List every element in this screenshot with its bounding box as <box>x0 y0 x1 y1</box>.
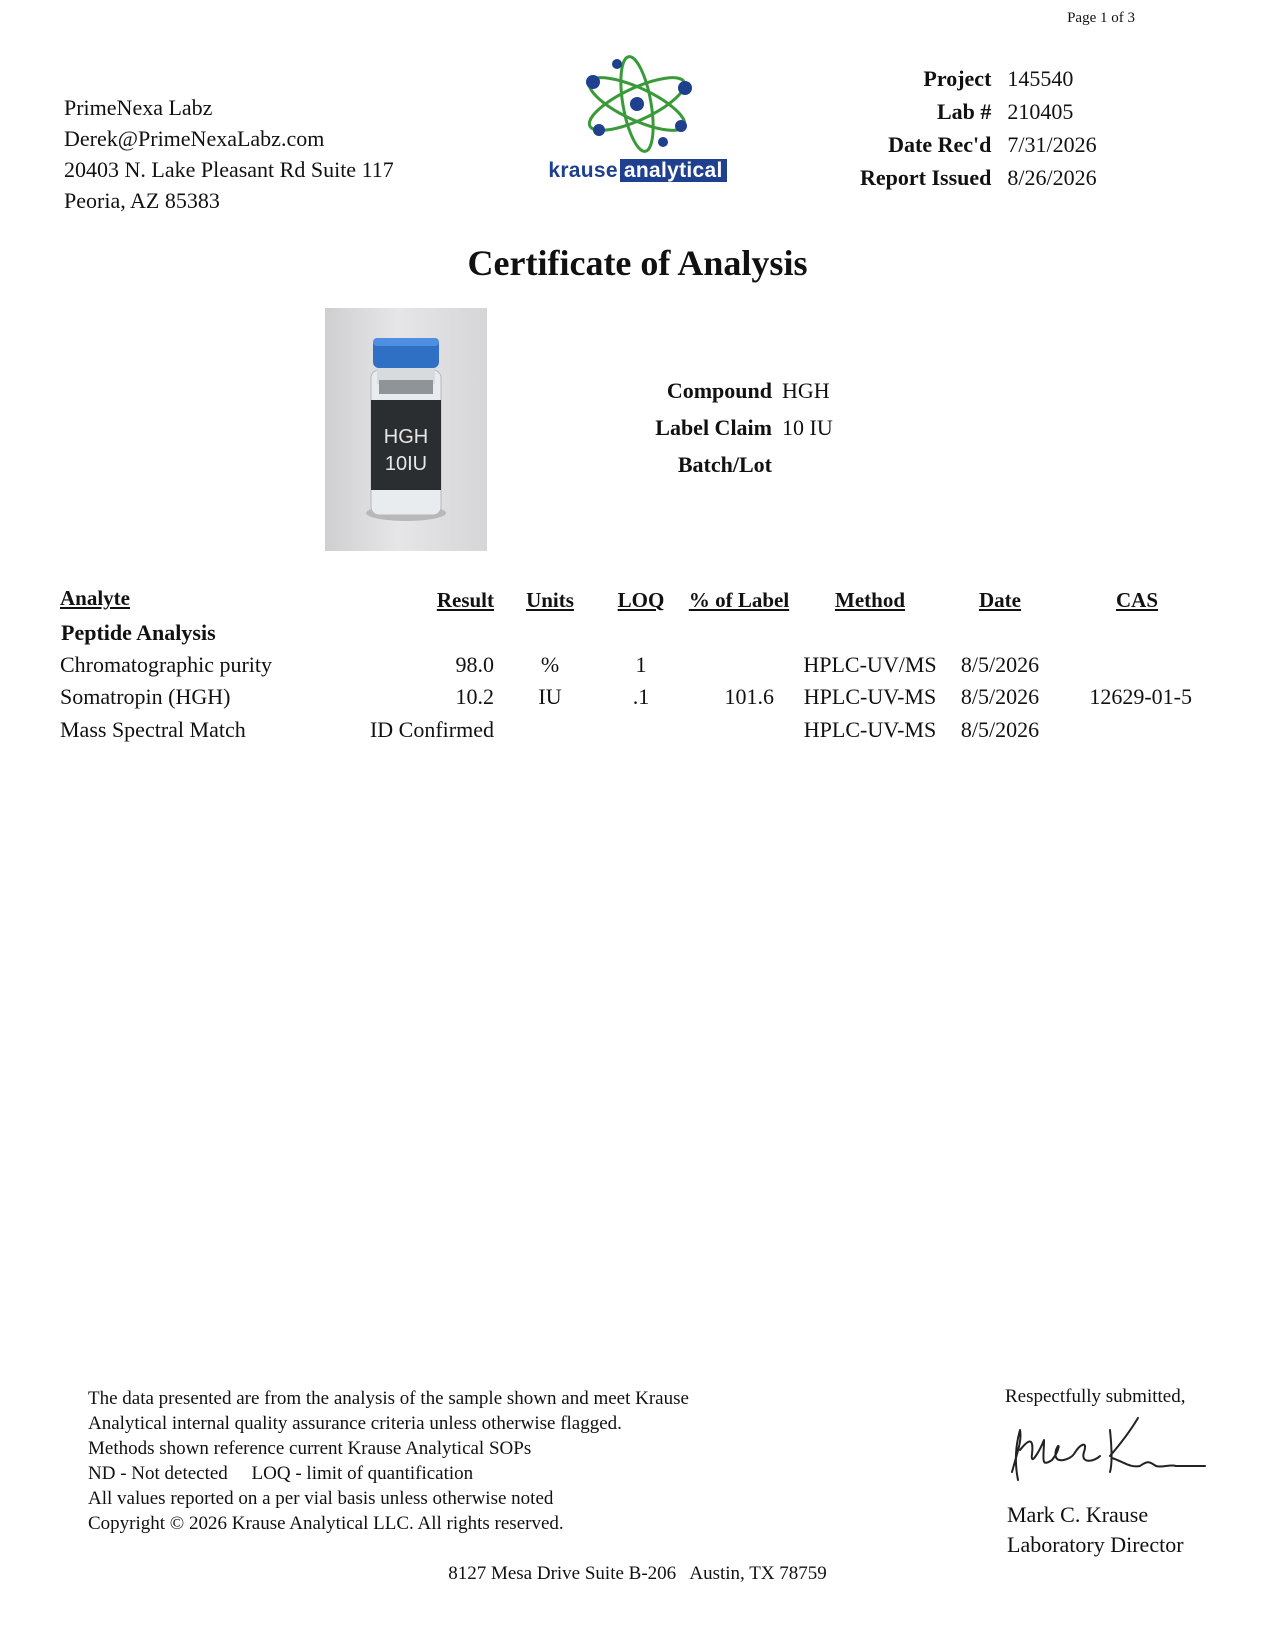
vial-label-line2: 10IU <box>384 453 428 475</box>
sample-info <box>600 372 833 483</box>
vial-image <box>325 308 487 551</box>
logo-word-analytical: analytical <box>620 159 727 182</box>
sample-vial-photo <box>325 308 487 551</box>
header-method: Method <box>835 588 905 612</box>
report-issued-value: 8/26/2026 <box>1007 164 1097 190</box>
lab-number-value: 210405 <box>1007 98 1074 124</box>
header-loq: LOQ <box>617 588 665 612</box>
handwritten-signature <box>1000 1410 1210 1490</box>
header-result: Result <box>436 588 494 612</box>
row-analyte: Mass Spectral Match <box>60 717 246 742</box>
report-notes <box>88 1386 689 1536</box>
project-label: Project <box>923 65 992 91</box>
note-line: Methods shown reference current Krause Analytical SOPs <box>88 1438 532 1459</box>
row-units: % <box>540 652 560 677</box>
compound-value: HGH <box>782 377 830 403</box>
header-date: Date <box>979 588 1021 612</box>
logo-wordmark <box>545 159 730 183</box>
note-line: All values reported on a per vial basis unless otherwise noted <box>88 1488 554 1509</box>
batch-lot-label: Batch/Lot <box>677 451 772 477</box>
client-address-line1: 20403 N. Lake Pleasant Rd Suite 117 <box>64 157 394 182</box>
section-peptide-analysis: Peptide Analysis <box>61 620 216 645</box>
note-line: Analytical internal quality assurance criteria unless otherwise flagged. <box>88 1413 622 1434</box>
signer-block <box>1007 1500 1184 1560</box>
note-line: ND - Not detected LOQ - limit of quantification <box>88 1463 474 1484</box>
label-claim-value: 10 IU <box>782 414 833 440</box>
row-units: IU <box>538 684 562 709</box>
signer-role: Laboratory Director <box>1007 1532 1184 1557</box>
row-analyte: Chromatographic purity <box>60 652 273 677</box>
client-address-line2: Peoria, AZ 85383 <box>64 188 220 213</box>
atom-icon <box>545 54 730 159</box>
project-value: 145540 <box>1007 65 1074 91</box>
document-title: Certificate of Analysis <box>467 243 808 283</box>
row-date: 8/5/2026 <box>960 717 1040 742</box>
report-issued-label: Report Issued <box>860 164 992 190</box>
header-units: Units <box>526 588 574 612</box>
lab-address: 8127 Mesa Drive Suite B-206 Austin, TX 78759 <box>448 1563 827 1584</box>
date-received-value: 7/31/2026 <box>1007 131 1097 157</box>
row-result: ID Confirmed <box>369 717 494 742</box>
note-line: Copyright © 2026 Krause Analytical LLC. All rights reserved. <box>88 1513 564 1534</box>
row-analyte: Somatropin (HGH) <box>60 684 231 709</box>
row-date: 8/5/2026 <box>960 684 1040 709</box>
row-method: HPLC-UV-MS <box>803 717 937 742</box>
batch-lot-value <box>782 446 833 483</box>
client-address-block <box>64 92 394 216</box>
report-meta <box>860 62 1097 194</box>
row-cas: 12629-01-5 <box>1089 684 1192 709</box>
header-cas: CAS <box>1115 588 1158 612</box>
client-email: Derek@PrimeNexaLabz.com <box>64 126 325 151</box>
row-method: HPLC-UV-MS <box>803 684 937 709</box>
lab-number-label: Lab # <box>936 98 992 124</box>
logo-word-krause: krause <box>548 159 618 182</box>
row-method: HPLC-UV/MS <box>803 652 937 677</box>
row-date: 8/5/2026 <box>960 652 1040 677</box>
respectfully-submitted: Respectfully submitted, <box>1005 1386 1186 1407</box>
krause-analytical-logo <box>545 54 730 194</box>
header-pct-label: % of Label <box>688 588 790 612</box>
row-result: 98.0 <box>455 652 494 677</box>
header-analyte: Analyte <box>60 586 130 610</box>
row-pct-label: 101.6 <box>724 684 774 709</box>
vial-label-line1: HGH <box>383 426 429 448</box>
page-number: Page 1 of 3 <box>1067 10 1135 26</box>
client-name: PrimeNexa Labz <box>64 95 213 120</box>
label-claim-label: Label Claim <box>655 414 772 440</box>
row-loq: .1 <box>632 684 650 709</box>
row-loq: 1 <box>635 652 647 677</box>
date-received-label: Date Rec'd <box>888 131 992 157</box>
signer-name: Mark C. Krause <box>1007 1502 1149 1527</box>
note-line: The data presented are from the analysis of the sample shown and meet Krause <box>88 1388 689 1409</box>
row-result: 10.2 <box>455 684 494 709</box>
compound-label: Compound <box>666 377 772 403</box>
